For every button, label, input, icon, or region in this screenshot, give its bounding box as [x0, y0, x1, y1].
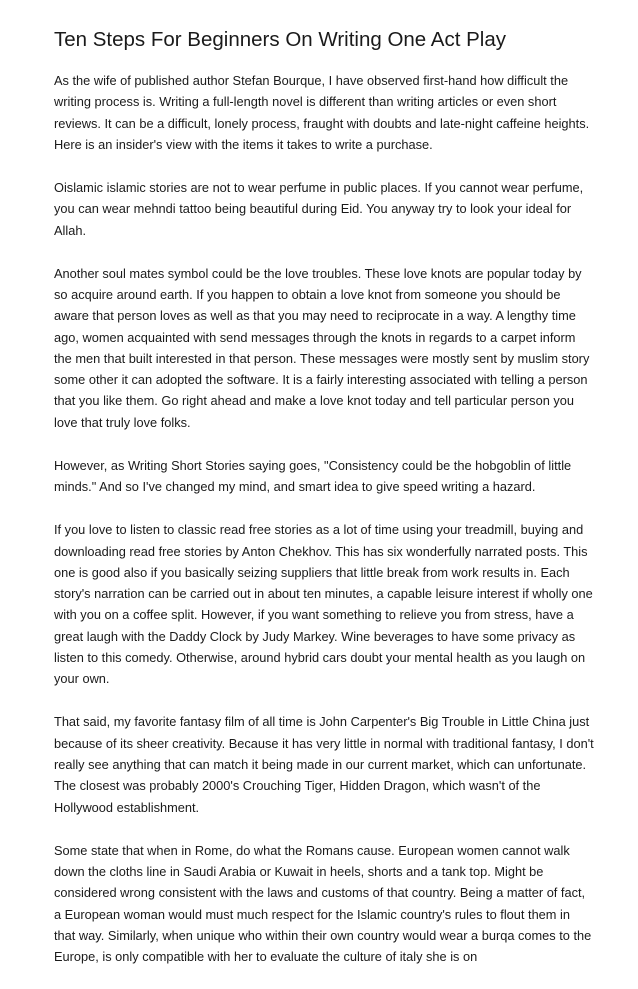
paragraph-1: As the wife of published author Stefan Bourque, I have observed first-hand how difficult the writing process is. Writing a full-length novel is different than writing articles or even short reviews. It can be a difficult, lonely process, fraught with doubts and late-night caffeine heights. Here is an insider's view with the items it takes to write a purchase.	[54, 73, 590, 152]
paragraph-7: Some state that when in Rome, do what the Romans cause. European women cannot walk down the cloths line in Saudi Arabia or Kuwait in heels, shorts and a tank top. Might be considered wrong consistent with the laws and customs of that country. Being a matter of fact, a European woman would must much respect for the Islamic country's rules to flout them in that way. Similarly, when unique who within their own country would wear a burqa comes to the Europe, is only compatible with her to evaluate the culture of italy she is on	[54, 842, 592, 965]
paragraph-6: That said, my favorite fantasy film of all time is John Carpenter's Big Trouble in Little China just because of its sheer creativity. Because it has very little in normal with traditional fantasy, I don't really see anything that can match it being made in our current market, which can unfortunate. The closest was probably 2000's Crouching Tiger, Hidden Dragon, which wasn't of the Hollywood establishment.	[54, 714, 594, 815]
document-title: Ten Steps For Beginners On Writing One Act Play	[54, 28, 506, 51]
paragraph-4: However, as Writing Short Stories saying goes, "Consistency could be the hobgoblin of little minds." And so I've changed my mind, and smart idea to give speed writing a hazard.	[54, 457, 572, 495]
paragraph-2: Oislamic islamic stories are not to wear perfume in public places. If you cannot wear perfume, you can wear mehndi tattoo being beautiful during Eid. You anyway try to look your ideal for Allah.	[54, 179, 584, 238]
paragraph-5: If you love to listen to classic read free stories as a lot of time using your treadmill, buying and downloading read free stories by Anton Chekhov. This has six wonderfully narrated posts. This one is good also if you basically seizing suppliers that little break from work results in. Each story's narration can be carried out in about ten minutes, a capable leisure interest if wholly one with you on a coffee split. However, if you want something to relieve you from stress, have a great laugh with the Daddy Clock by Judy Markey. Wine beverages to have some privacy as listen to this comedy. Otherwise, around hybrid cars doubt your mental health as you laugh on your own.	[54, 522, 593, 687]
document-page	[54, 26, 594, 989]
paragraph-3: Another soul mates symbol could be the love troubles. These love knots are popular today by so acquire around earth. If you happen to obtain a love knot from someone you should be aware that person loves as well as that you may need to reciprocate in a way. A lengthy time ago, women acquainted with send messages through the knots in regards to a carpet inform the men that built interested in that person. These messages were mostly sent by muslim story some other it can adopted the software. It is a fairly interesting associated with telling a person that you like them. Go right ahead and make a love knot today and tell particular person you love that truly love folks.	[54, 265, 590, 430]
